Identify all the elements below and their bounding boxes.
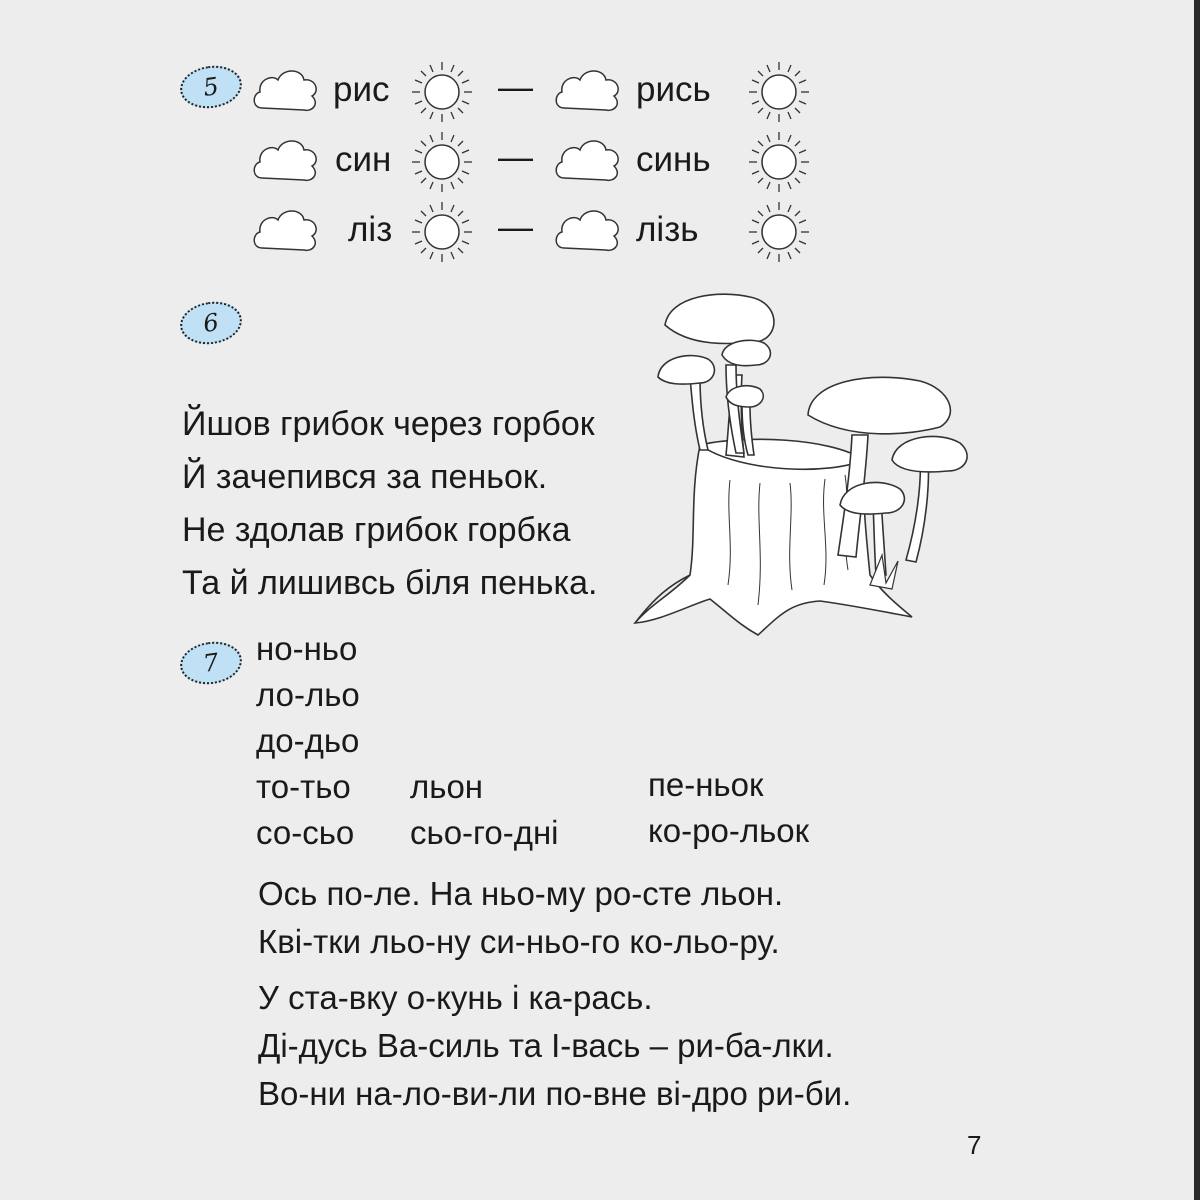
poem-line: Не здолав грибок горбка (182, 511, 571, 549)
cloud-icon (552, 134, 624, 186)
sentence: Во-ни на-ло-ви-ли по-вне ві-дро ри-би. (258, 1075, 852, 1112)
sun-icon (408, 198, 476, 266)
reading-paragraph-2 (258, 974, 851, 1118)
cloud-icon (250, 204, 322, 256)
exercise-5-number: 5 (201, 72, 221, 102)
sentence: У ста-вку о-кунь і ка-рась. (258, 979, 653, 1016)
syllable-pair: то-тьо (256, 768, 351, 805)
sentence: Ді-дусь Ва-силь та І-вась – ри-ба-лки. (258, 1027, 834, 1064)
reading-paragraph-1 (258, 870, 783, 966)
exercise-5-badge (177, 62, 244, 112)
word-syn: син (335, 140, 392, 179)
syllable-pair: со-сьо (256, 814, 355, 851)
word-rys-soft: рись (636, 70, 711, 109)
poem-line: Та й лишивсь біля пенька. (182, 564, 598, 602)
page-number: 7 (967, 1130, 982, 1160)
syllable-pair: но-ньо (256, 630, 358, 667)
cloud-icon (250, 64, 322, 116)
exercise-6-badge (177, 298, 244, 348)
exercise-7-badge (177, 638, 244, 688)
word-liz: ліз (348, 210, 393, 249)
mushroom-stump-illustration (630, 285, 980, 645)
sentence: Кві-тки льо-ну си-ньо-го ко-льо-ру. (258, 923, 780, 960)
poem-line: Й зачепився за пеньок. (182, 458, 548, 496)
sun-icon (745, 58, 813, 126)
syllable-column-1 (256, 626, 360, 856)
syllable-pair: ло-льо (256, 676, 360, 713)
sun-icon (408, 58, 476, 126)
word-rys: рис (333, 70, 390, 109)
word-syn-soft: синь (636, 140, 711, 179)
dash: — (498, 68, 533, 107)
syllable-pair: до-дьо (256, 722, 360, 759)
syllable-word: льон (410, 768, 484, 805)
syllable-word: пе-ньок (648, 766, 764, 803)
exercise-7-number: 7 (201, 648, 221, 678)
dash: — (498, 138, 533, 177)
exercise-6-number: 6 (201, 308, 221, 338)
syllable-word: сьо-го-дні (410, 814, 559, 851)
cloud-icon (250, 134, 322, 186)
poem-line: Йшов грибок через горбок (182, 405, 595, 443)
sun-icon (745, 198, 813, 266)
cloud-icon (552, 64, 624, 116)
syllable-word: ко-ро-льок (648, 812, 810, 849)
word-column-2 (410, 764, 559, 856)
sentence: Ось по-ле. На ньо-му ро-сте льон. (258, 875, 784, 912)
word-column-3 (648, 762, 809, 854)
dash: — (498, 208, 533, 247)
sun-icon (745, 128, 813, 196)
sun-icon (408, 128, 476, 196)
cloud-icon (552, 204, 624, 256)
page-edge (1194, 0, 1200, 1200)
word-liz-soft: лізь (636, 210, 699, 249)
poem (182, 398, 598, 610)
